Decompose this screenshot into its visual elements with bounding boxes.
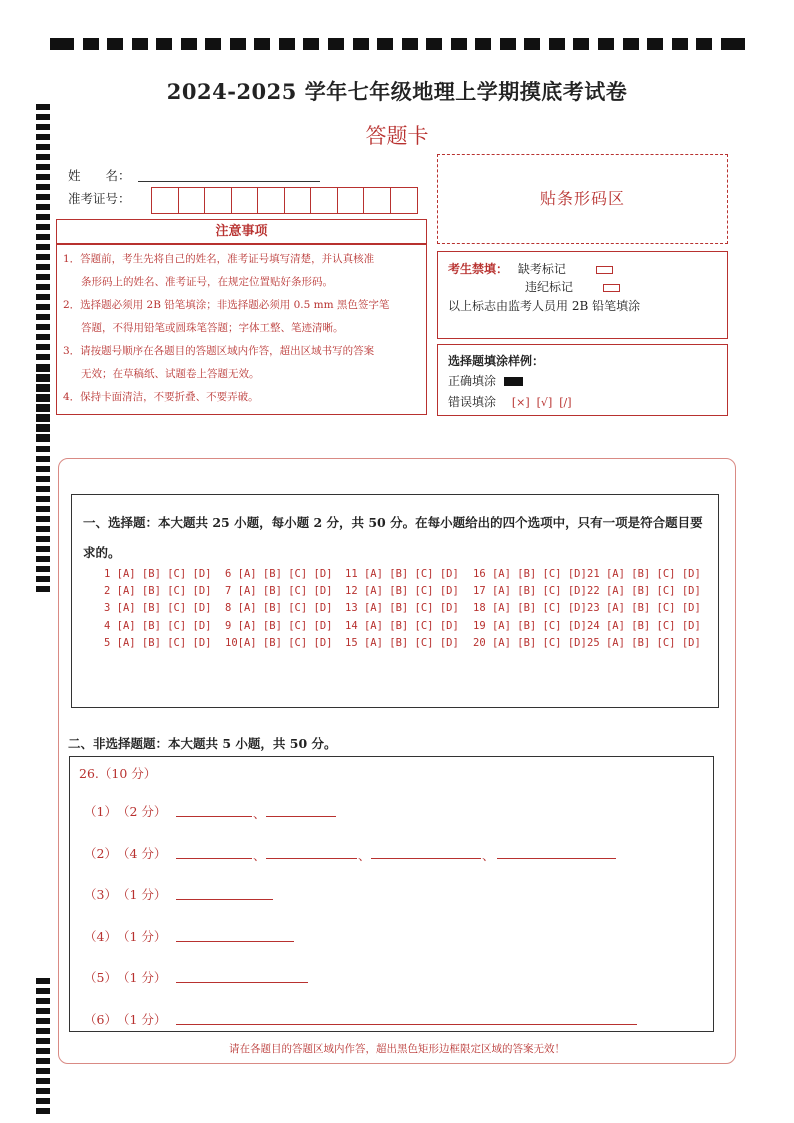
mc-row[interactable]: 7 [A] [B] [C] [D] (225, 585, 333, 598)
exam-title: 2024-2025 学年七年级地理上学期摸底考试卷 (166, 79, 628, 104)
mc-row[interactable]: 13 [A] [B] [C] [D] (345, 602, 459, 615)
mc-row[interactable]: 1 [A] [B] [C] [D] (104, 568, 212, 580)
exam-id-boxes[interactable] (151, 187, 418, 214)
question26-label: 26.（10 分） (79, 766, 157, 781)
separator: 、 (253, 848, 266, 863)
notice-item: 1．答题前，考生先将自己的姓名，准考证号填写清楚，并认真核准 (63, 253, 375, 265)
exam-id-label: 准考证号： (68, 191, 131, 206)
name-field[interactable] (138, 181, 320, 182)
ban-note: 以上标志由监考人员用 2B 铅笔填涂 (448, 299, 641, 313)
mc-row[interactable]: 17 [A] [B] [C] [D] (473, 585, 587, 598)
notice-body (56, 243, 427, 415)
mc-row[interactable]: 24 [A] [B] [C] [D] (587, 619, 701, 632)
answer-blank[interactable] (266, 816, 336, 817)
mc-row[interactable]: 8 [A] [B] [C] [D] (225, 602, 333, 615)
subquestion-label: （1） （2 分） (84, 804, 167, 819)
mc-row[interactable]: 20 [A] [B] [C] [D] (473, 636, 587, 649)
separator: 、 (253, 806, 266, 821)
notice-item: 3．请按题号顺序在各题目的答题区域内作答，超出区域书写的答案 (63, 345, 375, 357)
answer-blank[interactable] (266, 858, 357, 859)
top-timing-marks (50, 38, 745, 50)
violation-mark-label: 违纪标记 (525, 280, 574, 294)
notice-item: 答题，不得用铅笔或圆珠笔答题；字体工整、笔迹清晰。 (81, 322, 344, 334)
subquestion-label: （2） （4 分） (84, 846, 167, 861)
mc-column (225, 566, 332, 652)
example-title: 选择题填涂样例： (448, 354, 545, 368)
subquestion-label: （5） （1 分） (84, 970, 167, 985)
answer-blank[interactable] (176, 899, 273, 900)
mc-row[interactable]: 4 [A] [B] [C] [D] (104, 619, 212, 632)
answer-sheet-subtitle: 答题卡 (365, 124, 429, 148)
mc-row[interactable]: 3 [A] [B] [C] [D] (104, 602, 212, 615)
name-label: 姓 名： (68, 168, 131, 183)
mc-row[interactable]: 18 [A] [B] [C] [D] (473, 602, 587, 615)
mc-row[interactable]: 22 [A] [B] [C] [D] (587, 585, 701, 598)
mc-row[interactable]: 5 [A] [B] [C] [D] (104, 636, 212, 649)
notice-item: 条形码上的姓名、准考证号，在规定位置贴好条形码。 (81, 276, 333, 288)
mc-row[interactable]: 11 [A] [B] [C] [D] (345, 568, 459, 580)
question26-box (69, 756, 714, 1032)
mc-row[interactable]: 9 [A] [B] [C] [D] (225, 619, 333, 632)
answer-blank[interactable] (371, 858, 481, 859)
mc-row[interactable]: 21 [A] [B] [C] [D] (587, 568, 701, 580)
barcode-area: 贴条形码区 (437, 154, 728, 244)
section2-title: 二、非选择题题：本大题共 5 小题，共 50 分。 (68, 736, 337, 751)
examinee-ban-box (437, 251, 728, 339)
filled-mark-icon (504, 377, 523, 386)
side-timing-marks-middle (36, 366, 50, 596)
notice-item: 4．保持卡面清洁，不要折叠、不要弄破。 (63, 391, 259, 403)
absent-mark-label: 缺考标记 (517, 262, 566, 276)
mc-column (345, 566, 459, 652)
answer-blank[interactable] (176, 982, 308, 983)
mc-row[interactable]: 15 [A] [B] [C] [D] (345, 636, 459, 649)
absent-mark-box[interactable] (596, 266, 613, 274)
mc-column (104, 566, 211, 652)
subquestion-label: （3） （1 分） (84, 887, 167, 902)
subquestion-label: （4） （1 分） (84, 929, 167, 944)
section1-title: 一、选择题：本大题共 25 小题，每小题 2 分，共 50 分。在每小题给出的四个选项中，只有一项是符合题目要求的。 (83, 515, 703, 560)
answer-blank[interactable] (176, 941, 294, 942)
ban-label: 考生禁填： (448, 262, 509, 276)
notice-item: 无效；在草稿纸、试题卷上答题无效。 (81, 368, 260, 380)
mc-row[interactable]: 23 [A] [B] [C] [D] (587, 602, 701, 615)
mc-row[interactable]: 6 [A] [B] [C] [D] (225, 568, 333, 580)
notice-item: 2．选择题必须用 2B 铅笔填涂；非选择题必须用 0.5 mm 黑色签字笔 (63, 299, 390, 311)
mc-column (473, 566, 587, 652)
correct-fill-label: 正确填涂 (448, 374, 497, 388)
mc-row[interactable]: 16 [A] [B] [C] [D] (473, 568, 587, 580)
violation-mark-box[interactable] (603, 284, 620, 292)
mc-row[interactable]: 14 [A] [B] [C] [D] (345, 619, 459, 632)
separator: 、 (358, 848, 371, 863)
answer-blank[interactable] (176, 816, 252, 817)
fill-example-box (437, 344, 728, 416)
answer-blank[interactable] (497, 858, 616, 859)
wrong-fill-label: 错误填涂 (448, 395, 497, 409)
notice-title: 注意事项 (56, 219, 427, 245)
mc-row[interactable]: 2 [A] [B] [C] [D] (104, 585, 212, 598)
mc-row[interactable]: 19 [A] [B] [C] [D] (473, 619, 587, 632)
mc-column (587, 566, 701, 652)
mc-row[interactable]: 12 [A] [B] [C] [D] (345, 585, 459, 598)
footer-warning: 请在各题目的答题区域内作答，超出黑色矩形边框限定区域的答案无效！ (229, 1043, 565, 1055)
subquestion-label: （6） （1 分） (84, 1012, 167, 1027)
separator: 、 (482, 848, 495, 863)
mc-row[interactable]: 10[A] [B] [C] [D] (225, 636, 333, 649)
wrong-fill-marks: [×] [√] [/] (511, 396, 572, 409)
mc-row[interactable]: 25 [A] [B] [C] [D] (587, 636, 701, 649)
answer-blank[interactable] (176, 858, 252, 859)
answer-blank[interactable] (176, 1024, 637, 1025)
